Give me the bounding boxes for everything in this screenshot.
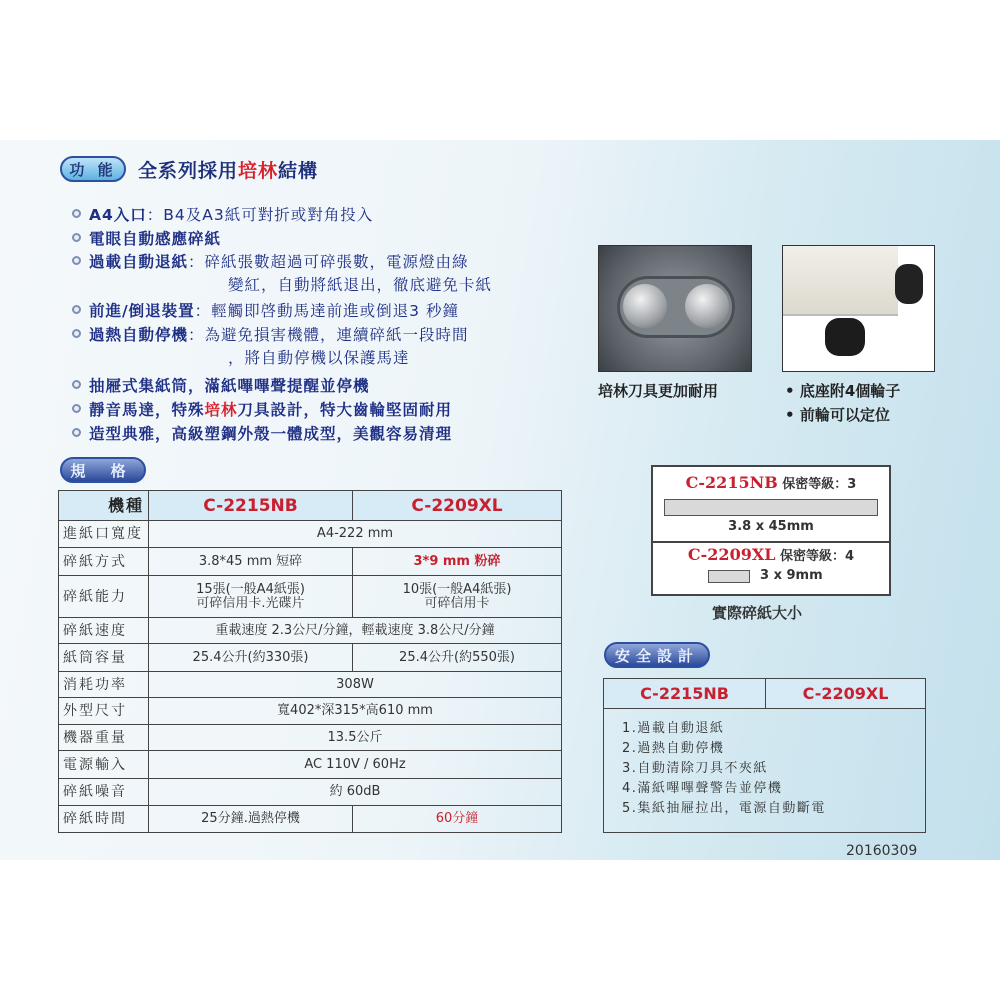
table-row: 碎紙方式 3.8*45 mm 短碎 3*9 mm 粉碎	[59, 548, 562, 576]
table-header-row: C-2215NB C-2209XL	[604, 679, 926, 709]
table-row: 碎紙噪音 約 60dB	[59, 779, 562, 806]
shred-strip-long	[664, 499, 878, 516]
photo-bullet: • 底座附4個輪子	[785, 382, 901, 400]
feature-item: 抽屜式集紙筒，滿紙嗶嗶聲提醒並停機	[72, 374, 370, 396]
shred-size-caption: 實際碎紙大小	[712, 604, 803, 622]
table-header-row: 機種 C-2215NB C-2209XL	[59, 491, 562, 521]
feature-item: 前進/倒退裝置：輕觸即啓動馬達前進或倒退3 秒鐘	[72, 299, 459, 321]
safety-item: 5.集紙抽屜拉出，電源自動斷電	[622, 801, 826, 816]
feature-continuation: 變紅，自動將紙退出，徹底避免卡紙	[228, 276, 493, 294]
table-row	[604, 709, 926, 833]
photo-caption: 培林刀具更加耐用	[598, 382, 719, 400]
shred-size-2: 3 x 9mm	[760, 568, 823, 583]
safety-item: 3.自動清除刀具不夾紙	[622, 761, 768, 776]
table-row: 進紙口寬度 A4-222 mm	[59, 521, 562, 548]
photo-bullet: • 前輪可以定位	[785, 406, 890, 424]
features-badge: 功 能	[60, 156, 126, 182]
table-row: 電源輸入 AC 110V / 60Hz	[59, 751, 562, 779]
spec-table	[58, 490, 562, 833]
caster-wheel-photo	[782, 245, 935, 372]
table-row: 消耗功率 308W	[59, 672, 562, 698]
feature-item: 靜音馬達，特殊培林刀具設計，特大齒輪堅固耐用	[72, 398, 452, 420]
safety-item: 4.滿紙嗶嗶聲警告並停機	[622, 781, 783, 796]
feature-item: A4入口：B4及A3紙可對折或對角投入	[72, 203, 373, 225]
table-row: 碎紙能力 15張(一般A4紙張) 可碎信用卡.光碟片 10張(一般A4紙張) 可碎信用卡	[59, 576, 562, 618]
level-line-1: C-2215NB 保密等級：3	[685, 473, 857, 492]
level-line-2: C-2209XL 保密等級：4	[687, 545, 855, 564]
shred-strip-short	[708, 570, 750, 583]
table-row: 碎紙速度 重載速度 2.3公尺/分鐘，輕載速度 3.8公尺/分鐘	[59, 618, 562, 644]
shred-size-1: 3.8 x 45mm	[728, 519, 814, 534]
feature-item: 過熱自動停機：為避免損害機體，連續碎紙一段時間	[72, 323, 469, 345]
safety-item: 2.過熱自動停機	[622, 741, 725, 756]
feature-item: 造型典雅，高級塑鋼外殼一體成型，美觀容易清理	[72, 422, 452, 444]
safety-badge: 安全設計	[604, 642, 710, 668]
table-row: 機器重量 13.5公斤	[59, 725, 562, 751]
table-row: 碎紙時間 25分鐘.過熱停機 60分鐘	[59, 806, 562, 833]
date-code: 20160309	[846, 843, 918, 859]
safety-item: 1.過載自動退紙	[622, 721, 725, 736]
shred-size-box	[651, 465, 891, 596]
features-title: 全系列採用培林結構	[138, 160, 319, 182]
table-row: 紙筒容量 25.4公升(約330張) 25.4公升(約550張)	[59, 644, 562, 672]
table-row: 外型尺寸 寬402*深315*高610 mm	[59, 698, 562, 725]
safety-table	[603, 678, 926, 833]
feature-continuation: ，將自動停機以保護馬達	[228, 349, 410, 367]
feature-item: 過載自動退紙：碎紙張數超過可碎張數，電源燈由綠	[72, 250, 469, 272]
specs-badge: 規 格	[60, 457, 146, 483]
bearing-blade-photo	[598, 245, 752, 372]
feature-item: 電眼自動感應碎紙	[72, 227, 221, 249]
